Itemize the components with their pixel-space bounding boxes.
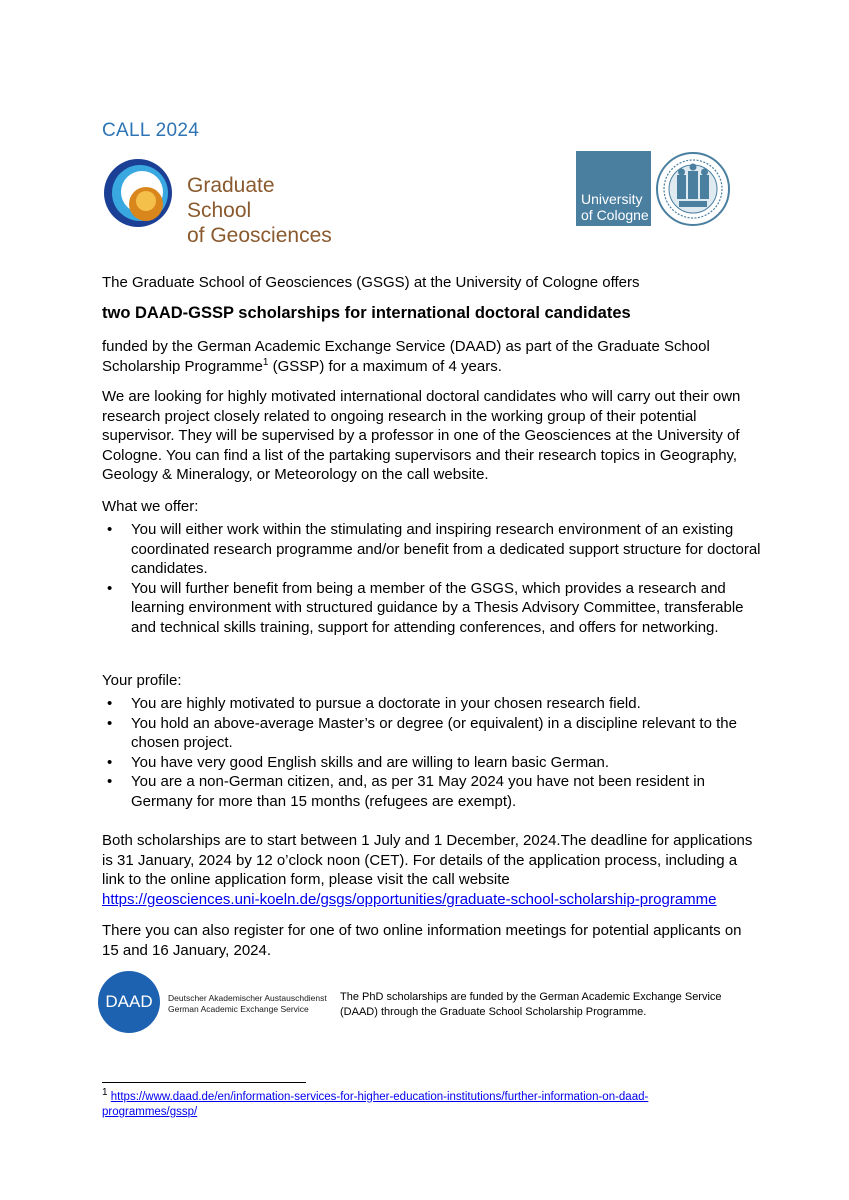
- gsgs-logo-line2: of Geosciences: [187, 224, 332, 247]
- offer-list: [102, 520, 762, 637]
- list-item: • You have very good English skills and are willing to learn basic German.: [102, 753, 762, 773]
- headline: two DAAD-GSSP scholarships for international doctoral candidates: [102, 304, 631, 322]
- funded-paragraph: [102, 337, 762, 376]
- deadline-text: Both scholarships are to start between 1 July and 1 December, 2024.The deadline for applications is 31 January, 2024 by 12 o’clock noon (CET). For details of the application process, including a link to the online application form, please visit the call website: [102, 832, 753, 888]
- uoc-line1: University: [581, 191, 643, 207]
- daad-name-de: Deutscher Akademischer Austauschdienst: [168, 993, 327, 1003]
- daad-note: The PhD scholarships are funded by the German Academic Exchange Service (DAAD) through the Graduate School Scholarship Programme.: [340, 991, 722, 1018]
- funded-text-a: funded by the German Academic Exchange Service (DAAD) as part of the Graduate School Scholarship Programme: [102, 338, 710, 375]
- daad-logo: [98, 971, 338, 1033]
- daad-name-en: German Academic Exchange Service: [168, 1004, 309, 1014]
- list-item: • You will further benefit from being a member of the GSGS, which provides a research and learning environment with structured guidance by a Thesis Advisory Committee, transferable and technical skills training, support for attending conferences, and offers for networking.: [102, 579, 762, 638]
- footnote-ref[interactable]: 1: [262, 356, 269, 368]
- daad-logo-mark: DAAD: [98, 971, 160, 1033]
- looking-paragraph: We are looking for highly motivated international doctoral candidates who will carry out their own research project closely related to ongoing research in the working group of their potential supervisor. They will be supervised by a professor in one of the Geosciences at the University of Cologne. You can find a list of the partaking supervisors and their research topics in Geography, Geology & Mineralogy, or Meteorology on the call website.: [102, 388, 741, 483]
- intro-text: The Graduate School of Geosciences (GSGS) at the University of Cologne offers: [102, 274, 640, 291]
- list-item: • You will either work within the stimulating and inspiring research environment of an existing coordinated research programme and/or benefit from a dedicated support structure for doctoral candidates.: [102, 520, 762, 579]
- list-item: • You hold an above-average Master’s or degree (or equivalent) in a discipline relevant to the chosen project.: [102, 714, 762, 753]
- call-title: CALL 2024: [102, 120, 200, 141]
- info-meetings-paragraph: There you can also register for one of two online information meetings for potential applicants on 15 and 16 January, 2024.: [102, 922, 742, 959]
- call-website-link[interactable]: https://geosciences.uni-koeln.de/gsgs/opportunities/graduate-school-scholarship-programme: [102, 890, 717, 908]
- gsgs-logo: [102, 155, 332, 247]
- list-item: • You are a non-German citizen, and, as per 31 May 2024 you have not been resident in Germany for more than 15 months (refugees are exempt).: [102, 772, 762, 811]
- deadline-paragraph: [102, 831, 762, 909]
- gsgs-logo-icon: [102, 155, 172, 230]
- funded-text-b: (GSSP) for a maximum of 4 years.: [268, 357, 502, 375]
- uoc-wordmark: [576, 151, 651, 226]
- footnote-link[interactable]: https://www.daad.de/en/information-services-for-higher-education-institutions/further-information-on-daad-programmes/gssp/: [102, 1091, 649, 1118]
- list-item: • You are highly motivated to pursue a doctorate in your chosen research field.: [102, 694, 762, 714]
- gsgs-logo-line1: Graduate School: [187, 174, 275, 222]
- profile-list: [102, 694, 762, 811]
- footnote-number: 1: [102, 1087, 108, 1099]
- uoc-line2: of Cologne: [581, 207, 649, 223]
- profile-label: Your profile:: [102, 672, 182, 689]
- footnote-divider: [102, 1082, 306, 1083]
- uoc-seal-icon: [655, 151, 731, 227]
- footnote: [102, 1087, 742, 1120]
- uoc-logo: [576, 151, 732, 227]
- offer-label: What we offer:: [102, 498, 199, 515]
